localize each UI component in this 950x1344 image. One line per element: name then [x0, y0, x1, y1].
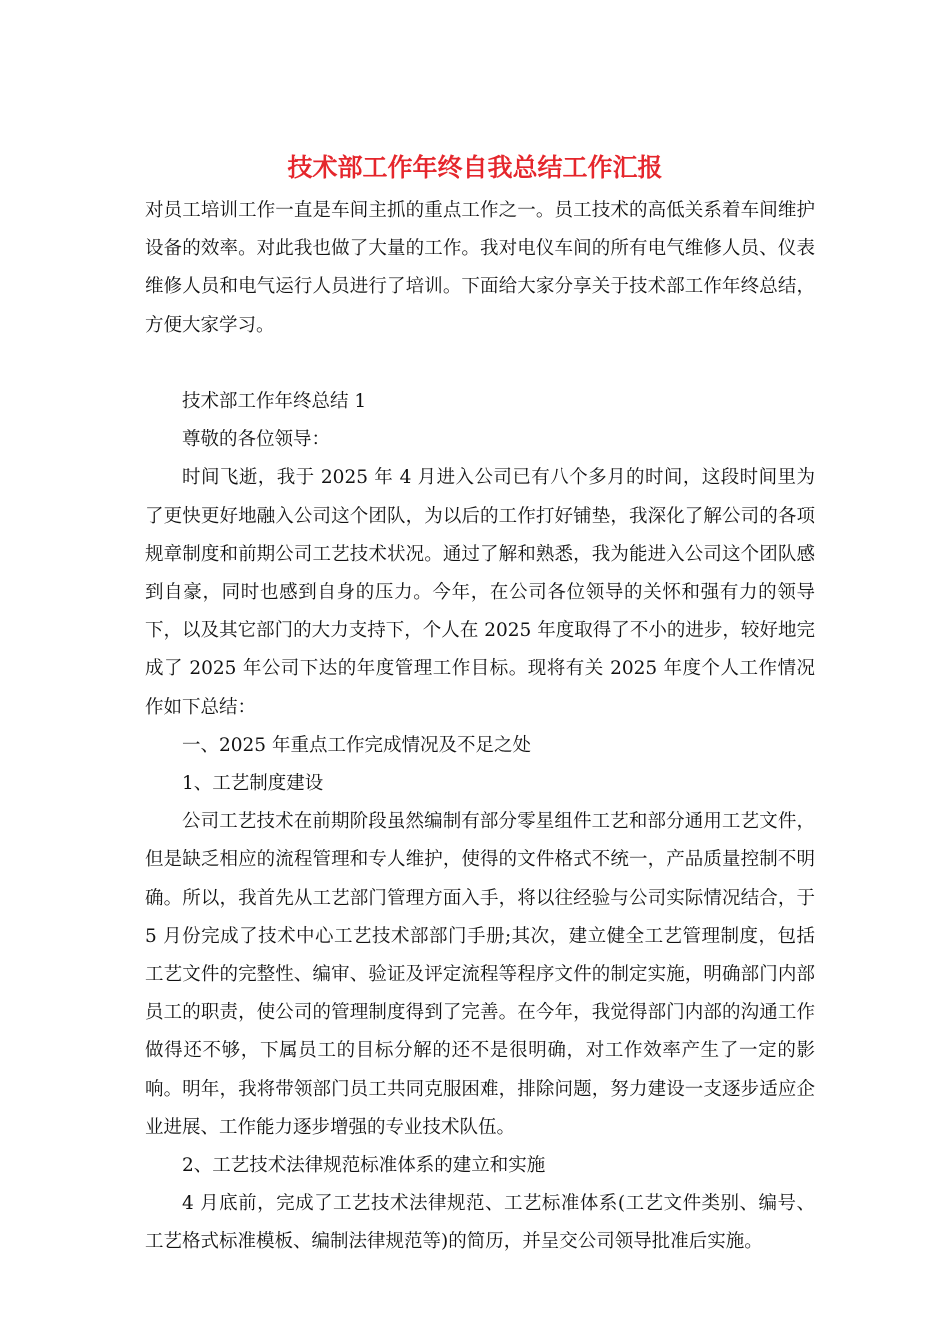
- paragraph-3: 4 月底前，完成了工艺技术法律规范、工艺标准体系(工艺文件类别、编号、工艺格式标准模板、编制法律规范等)的简历，并呈交公司领导批准后实施。: [145, 1193, 815, 1253]
- subheading-1: 1、工艺制度建设: [182, 773, 324, 795]
- salutation: 尊敬的各位领导：: [182, 429, 331, 451]
- section-heading: 技术部工作年终总结 1: [182, 391, 367, 412]
- subheading-2: 2、工艺技术法律规范标准体系的建立和实施: [182, 1155, 546, 1177]
- heading-1: 一、2025 年重点工作完成情况及不足之处: [182, 734, 531, 756]
- intro-paragraph: 对员工培训工作一直是车间主抓的重点工作之一。员工技术的高低关系着车间维护设备的效率。对此我也做了大量的工作。我对电仪车间的所有电气维修人员、仪表维修人员和电气运行人员进行了培训。下面给大家分享关于技术部工作年终总结，方便大家学习。: [145, 200, 815, 336]
- blank-line: [145, 345, 815, 383]
- document-body: [145, 192, 815, 1262]
- paragraph-1: 时间飞逝，我于 2025 年 4 月进入公司已有八个多月的时间，这段时间里为了更快更好地融入公司这个团队，为以后的工作打好铺垫，我深化了解公司的各项规章制度和前期公司工艺技术状况。通过了解和熟悉，我为能进入公司这个团队感到自豪，同时也感到自身的压力。今年，在公司各位领导的关怀和强有力的领导下，以及其它部门的大力支持下，个人在 2025 年度取得了不小的进步，较好地完成了 2025 年公司下达的年度管理工作目标。现将有关 2025 年度个人工作情况作如下总结：: [145, 467, 815, 718]
- paragraph-2: 公司工艺技术在前期阶段虽然编制有部分零星组件工艺和部分通用工艺文件，但是缺乏相应的流程管理和专人维护，使得的文件格式不统一，产品质量控制不明确。所以，我首先从工艺部门管理方面入手，将以往经验与公司实际情况结合，于 5 月份完成了技术中心工艺技术部部门手册;其次，建立健全工艺管理制度，包括工艺文件的完整性、编审、验证及评定流程等程序文件的制定实施，明确部门内部员工的职责，使公司的管理制度得到了完善。在今年，我觉得部门内部的沟通工作做得还不够，下属员工的目标分解的还不是很明确，对工作效率产生了一定的影响。明年，我将带领部门员工共同克服困难，排除问题，努力建设一支逐步适应企业进展、工作能力逐步增强的专业技术队伍。: [145, 811, 815, 1138]
- document-title: 技术部工作年终自我总结工作汇报: [287, 153, 663, 182]
